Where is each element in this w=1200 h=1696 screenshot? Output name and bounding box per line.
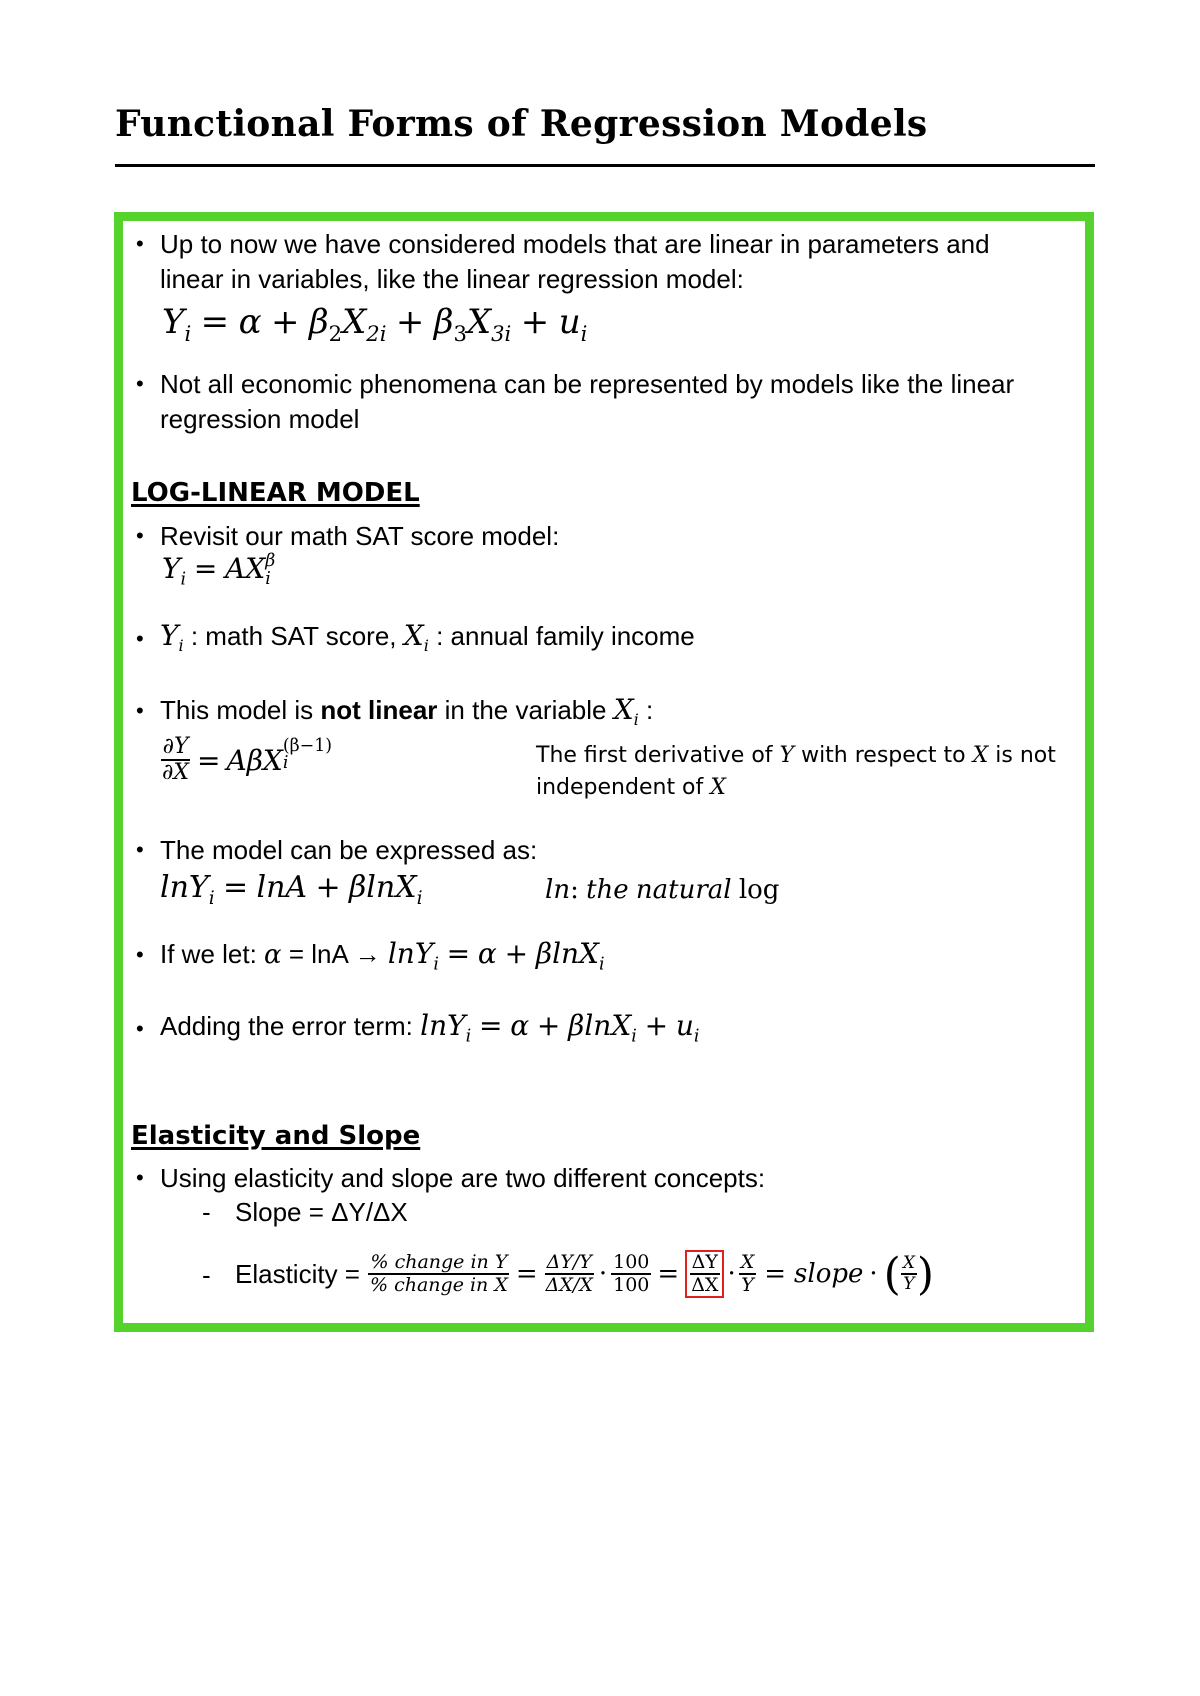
loglinear-bullet-error-term: Adding the error term: $\ln Y_i = \alpha + \beta\ln X_i + u_i$ xyxy=(160,1009,700,1047)
slope-definition: Slope = ΔY/ΔX xyxy=(235,1197,408,1227)
bullet-marker: • xyxy=(136,942,144,967)
loglinear-heading: LOG-LINEAR MODEL xyxy=(131,478,420,508)
derivative-equation: $\frac{\partial Y}{\partial X}$ = AβX (β−1) i xyxy=(162,734,333,786)
elasticity-formula: Elasticity = $\frac{\text{\% change in Y}}{\text{\% change in X}}$ = $\frac{\Delta Y/Y}{\Delta X/X}$ · $\frac{100}{100}$ = $\frac{\Delta Y}{\Delta X}$ · $\frac{X}{Y}$ = slope · ( $\frac{X}{Y}$ ) xyxy=(235,1248,935,1300)
sat-model-equation: $Y_i$ = AX β i xyxy=(162,551,276,590)
intro-bullet-2-line-2: regression model xyxy=(160,404,360,434)
bullet-marker: • xyxy=(136,1165,144,1190)
bullet-marker: • xyxy=(136,626,144,651)
linear-regression-equation: $Y_i = \alpha + \beta_2X_{2i} + \beta_3X_{3i} + u_i$ xyxy=(162,302,588,346)
loglinear-bullet-let-alpha: If we let: α = lnA → lnY$_i$ = α + βlnX$_i$ xyxy=(160,937,605,975)
derivative-note-line-2: independent of X xyxy=(536,775,726,800)
loglinear-bullet-not-linear: This model is not linear in the variable $X_i$ : xyxy=(160,693,654,730)
elasticity-bullet-1: Using elasticity and slope are two different concepts: xyxy=(160,1163,766,1193)
bullet-marker: • xyxy=(136,1016,144,1041)
loglinear-bullet-variables: $Y_i$ : math SAT score, $X_i$ : annual family income xyxy=(160,619,695,656)
page-title: Functional Forms of Regression Models xyxy=(115,103,928,145)
bullet-marker: • xyxy=(136,837,144,862)
dash-marker: - xyxy=(202,1260,211,1290)
bullet-marker: • xyxy=(136,523,144,548)
dash-marker: - xyxy=(202,1197,211,1227)
natural-log-note: ln: the natural log xyxy=(545,875,780,905)
elasticity-heading: Elasticity and Slope xyxy=(131,1121,421,1151)
bullet-marker: • xyxy=(136,231,144,256)
loglinear-bullet-1: Revisit our math SAT score model: xyxy=(160,521,560,551)
bullet-marker: • xyxy=(136,371,144,396)
title-divider xyxy=(115,164,1095,167)
bullet-marker: • xyxy=(136,698,144,723)
log-equation: lnY$_i$ = lnA + βlnX$_i$ xyxy=(160,870,423,909)
intro-bullet-1-line-2: linear in variables, like the linear regression model: xyxy=(160,264,744,294)
intro-bullet-1-line-1: Up to now we have considered models that are linear in parameters and xyxy=(160,229,990,259)
intro-bullet-2-line-1: Not all economic phenomena can be represented by models like the linear xyxy=(160,369,1015,399)
derivative-note-line-1: The first derivative of Y with respect to X is not xyxy=(536,743,1056,768)
slope-highlight-box: $\frac{\Delta Y}{\Delta X}$ xyxy=(685,1250,724,1298)
loglinear-bullet-expressed: The model can be expressed as: xyxy=(160,835,538,865)
